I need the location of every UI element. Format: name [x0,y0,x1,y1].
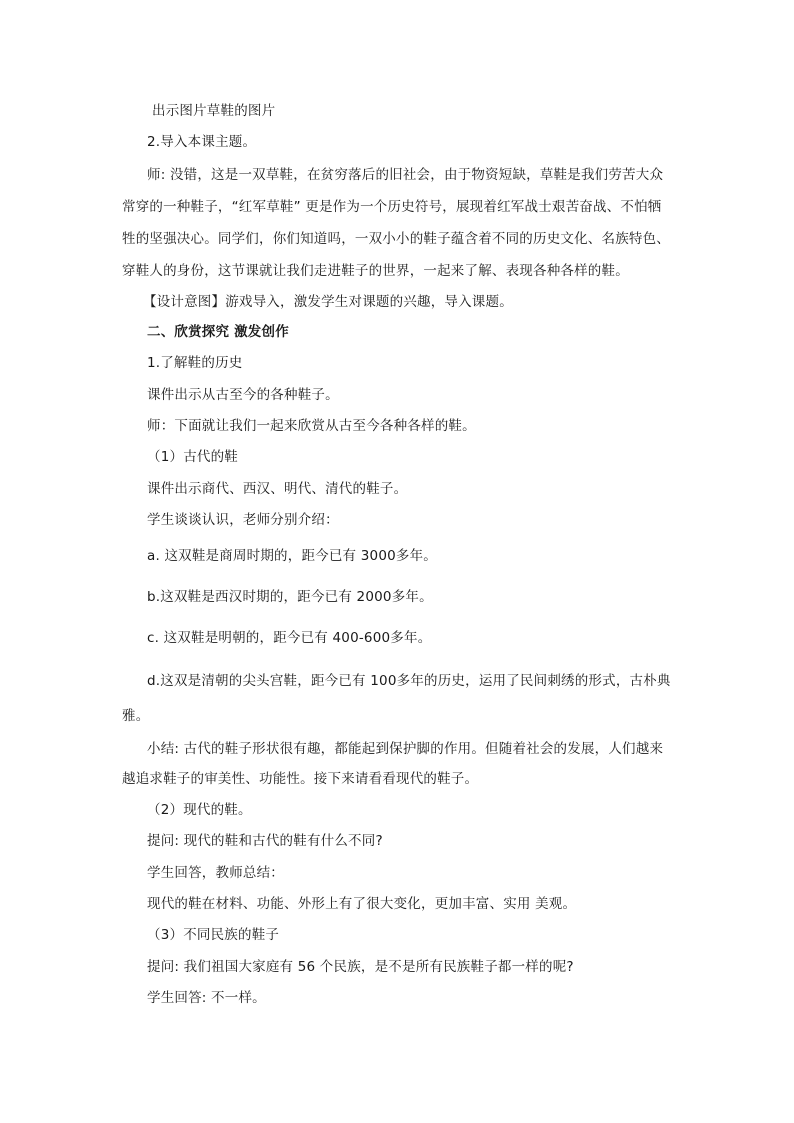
text-line: 课件出示商代、西汉、明代、清代的鞋子。 [147,481,408,497]
text-line: 常穿的一种鞋子，“红军草鞋” 更是作为一个历史符号，展现着红军战士艰苦奋战、不怕牺 [122,199,662,215]
text-line: 师：下面就让我们一起来欣赏从古至今各种各样的鞋。 [147,418,476,434]
text-line: 提问: 现代的鞋和古代的鞋有什么不同? [147,833,383,849]
text-line: 提问: 我们祖国大家庭有 56 个民族，是不是所有民族鞋子都一样的呢? [147,959,574,975]
text-line: 师: 没错，这是一双草鞋，在贫穷落后的旧社会，由于物资短缺，草鞋是我们劳苦大众 [147,167,664,183]
list-item: c. 这双鞋是明朝的，距今已有 400-600多年。 [147,630,432,646]
text-line: 穿鞋人的身份，这节课就让我们走进鞋子的世界，一起来了解、表现各种各样的鞋。 [122,263,629,279]
subsection-heading: （1）古代的鞋 [147,449,238,465]
list-item: a. 这双鞋是商周时期的，距今已有 3000多年。 [147,548,438,564]
text-line: 牲的坚强决心。同学们，你们知道吗，一双小小的鞋子蕴含着不同的历史文化、名族特色、 [122,231,670,247]
text-line: 小结: 古代的鞋子形状很有趣，都能起到保护脚的作用。但随着社会的发展，人们越来 [147,741,664,757]
text-line: 学生回答，教师总结： [147,865,284,881]
list-item: d.这双是清朝的尖头宫鞋，距今已有 100多年的历史，运用了民间刺绣的形式，古朴典 [147,673,671,689]
text-line: 学生回答: 不一样。 [147,990,266,1006]
subsection-heading: （2）现代的鞋。 [147,802,252,818]
subsection-heading: 1.了解鞋的历史 [147,355,243,371]
text-line: 越追求鞋子的审美性、功能性。接下来请看看现代的鞋子。 [122,771,479,787]
text-line: 出示图片草鞋的图片 [152,103,276,119]
text-line: 2.导入本课主题。 [147,134,257,150]
text-line: 雅。 [122,708,150,724]
subsection-heading: （3）不同民族的鞋子 [147,927,280,943]
text-line: 课件出示从古至今的各种鞋子。 [147,387,339,403]
design-intent-line: 【设计意图】游戏导入，激发学生对课题的兴趣，导入课题。 [143,294,513,310]
list-item: b.这双鞋是西汉时期的，距今已有 2000多年。 [147,589,433,605]
text-line: 学生谈谈认识，老师分别介绍： [147,512,339,528]
section-heading: 二、欣赏探究 激发创作 [147,324,289,340]
text-line: 现代的鞋在材料、功能、外形上有了很大变化，更加丰富、实用 美观。 [147,896,577,912]
